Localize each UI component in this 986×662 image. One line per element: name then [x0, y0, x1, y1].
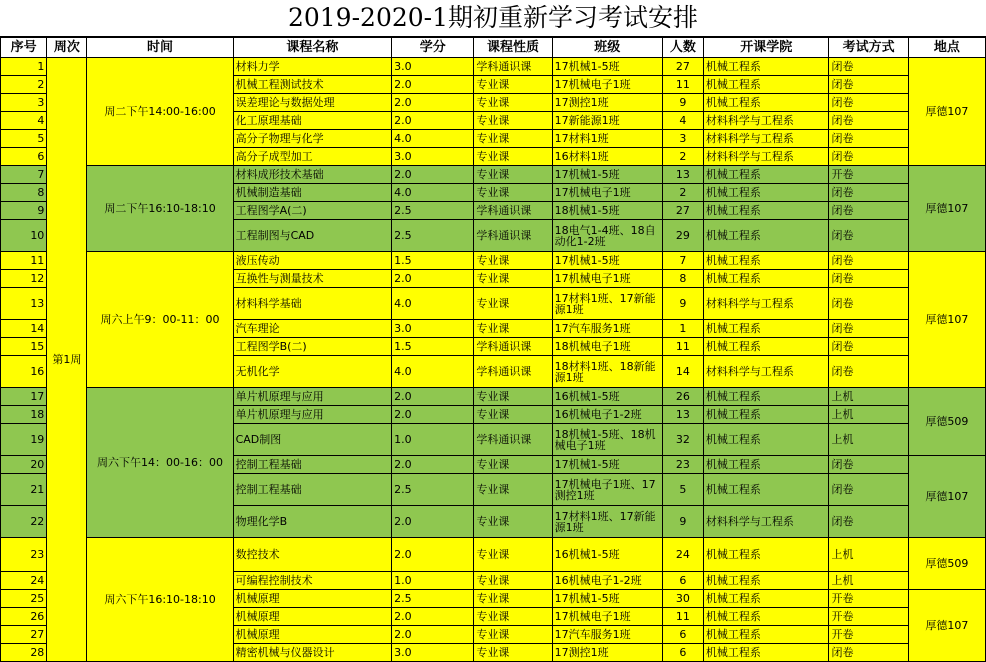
class-name: 17汽车服务1班 — [552, 626, 662, 644]
exam-method: 闭卷 — [829, 252, 908, 270]
credit: 2.0 — [392, 270, 474, 288]
class-name: 16材料1班 — [552, 148, 662, 166]
class-name: 17机械电子1班 — [552, 184, 662, 202]
exam-method: 闭卷 — [829, 356, 908, 388]
credit: 2.5 — [392, 220, 474, 252]
exam-method: 闭卷 — [829, 288, 908, 320]
row-no: 21 — [1, 474, 47, 506]
exam-method: 闭卷 — [829, 184, 908, 202]
row-no: 5 — [1, 130, 47, 148]
student-count: 11 — [662, 338, 703, 356]
credit: 4.0 — [392, 184, 474, 202]
exam-method: 上机 — [829, 538, 908, 572]
credit: 2.0 — [392, 388, 474, 406]
exam-method: 上机 — [829, 406, 908, 424]
college: 机械工程系 — [703, 626, 829, 644]
credit: 2.0 — [392, 608, 474, 626]
course-nature: 专业课 — [474, 626, 552, 644]
row-no: 4 — [1, 112, 47, 130]
header-course: 课程名称 — [233, 38, 392, 58]
course-name: 高分子物理与化学 — [233, 130, 392, 148]
student-count: 11 — [662, 608, 703, 626]
college: 材料科学与工程系 — [703, 130, 829, 148]
header-row — [1, 38, 986, 58]
credit: 3.0 — [392, 148, 474, 166]
college: 材料科学与工程系 — [703, 356, 829, 388]
exam-method: 闭卷 — [829, 58, 908, 76]
time-cell: 周六上午9：00-11：00 — [87, 252, 233, 388]
credit: 2.0 — [392, 94, 474, 112]
credit: 4.0 — [392, 356, 474, 388]
course-name: 物理化学B — [233, 506, 392, 538]
college: 机械工程系 — [703, 320, 829, 338]
table-row — [1, 388, 986, 406]
course-nature: 专业课 — [474, 644, 552, 662]
course-name: 化工原理基础 — [233, 112, 392, 130]
row-no: 7 — [1, 166, 47, 184]
place-cell: 厚德107 — [908, 58, 985, 166]
credit: 3.0 — [392, 320, 474, 338]
credit: 3.0 — [392, 644, 474, 662]
college: 机械工程系 — [703, 572, 829, 590]
exam-method: 上机 — [829, 572, 908, 590]
credit: 2.0 — [392, 166, 474, 184]
college: 机械工程系 — [703, 590, 829, 608]
class-name: 17测控1班 — [552, 644, 662, 662]
student-count: 13 — [662, 166, 703, 184]
credit: 2.0 — [392, 506, 474, 538]
course-nature: 专业课 — [474, 456, 552, 474]
class-name: 17机械1-5班 — [552, 166, 662, 184]
course-nature: 学科通识课 — [474, 424, 552, 456]
college: 材料科学与工程系 — [703, 506, 829, 538]
header-no: 序号 — [1, 38, 47, 58]
place-cell: 厚德509 — [908, 388, 985, 456]
exam-method: 开卷 — [829, 166, 908, 184]
course-nature: 专业课 — [474, 184, 552, 202]
course-nature: 专业课 — [474, 590, 552, 608]
row-no: 14 — [1, 320, 47, 338]
course-name: 互换性与测量技术 — [233, 270, 392, 288]
course-nature: 学科通识课 — [474, 202, 552, 220]
course-nature: 专业课 — [474, 94, 552, 112]
exam-method: 闭卷 — [829, 220, 908, 252]
class-name: 17机械1-5班 — [552, 456, 662, 474]
student-count: 13 — [662, 406, 703, 424]
student-count: 2 — [662, 184, 703, 202]
schedule-table — [0, 37, 986, 662]
class-name: 18机械电子1班 — [552, 338, 662, 356]
course-name: 误差理论与数据处理 — [233, 94, 392, 112]
row-no: 9 — [1, 202, 47, 220]
student-count: 1 — [662, 320, 703, 338]
place-cell: 厚德107 — [908, 166, 985, 252]
student-count: 32 — [662, 424, 703, 456]
college: 材料科学与工程系 — [703, 148, 829, 166]
course-name: 液压传动 — [233, 252, 392, 270]
course-nature: 专业课 — [474, 252, 552, 270]
course-name: 机械原理 — [233, 590, 392, 608]
exam-method: 闭卷 — [829, 506, 908, 538]
course-nature: 专业课 — [474, 270, 552, 288]
table-row — [1, 252, 986, 270]
place-cell: 厚德509 — [908, 538, 985, 590]
class-name: 17机械电子1班 — [552, 608, 662, 626]
class-name: 17机械电子1班、17测控1班 — [552, 474, 662, 506]
row-no: 16 — [1, 356, 47, 388]
credit: 4.0 — [392, 130, 474, 148]
course-name: 精密机械与仪器设计 — [233, 644, 392, 662]
course-nature: 专业课 — [474, 288, 552, 320]
college: 材料科学与工程系 — [703, 288, 829, 320]
student-count: 6 — [662, 572, 703, 590]
class-name: 16机械电子1-2班 — [552, 572, 662, 590]
class-name: 18电气1-4班、18自动化1-2班 — [552, 220, 662, 252]
class-name: 17材料1班、17新能源1班 — [552, 288, 662, 320]
course-nature: 专业课 — [474, 474, 552, 506]
exam-method: 闭卷 — [829, 202, 908, 220]
header-place: 地点 — [908, 38, 985, 58]
credit: 2.0 — [392, 626, 474, 644]
header-count: 人数 — [662, 38, 703, 58]
class-name: 17材料1班 — [552, 130, 662, 148]
row-no: 19 — [1, 424, 47, 456]
time-cell: 周二下午16:10-18:10 — [87, 166, 233, 252]
course-name: 可编程控制技术 — [233, 572, 392, 590]
class-name: 17机械1-5班 — [552, 590, 662, 608]
course-nature: 专业课 — [474, 388, 552, 406]
credit: 1.0 — [392, 572, 474, 590]
student-count: 9 — [662, 94, 703, 112]
row-no: 28 — [1, 644, 47, 662]
course-name: 机械制造基础 — [233, 184, 392, 202]
credit: 1.0 — [392, 424, 474, 456]
row-no: 8 — [1, 184, 47, 202]
student-count: 27 — [662, 58, 703, 76]
student-count: 11 — [662, 76, 703, 94]
row-no: 13 — [1, 288, 47, 320]
course-nature: 专业课 — [474, 320, 552, 338]
college: 机械工程系 — [703, 166, 829, 184]
credit: 2.5 — [392, 590, 474, 608]
college: 材料科学与工程系 — [703, 112, 829, 130]
course-name: 单片机原理与应用 — [233, 388, 392, 406]
course-nature: 专业课 — [474, 130, 552, 148]
college: 机械工程系 — [703, 424, 829, 456]
header-credit: 学分 — [392, 38, 474, 58]
college: 机械工程系 — [703, 270, 829, 288]
course-name: 数控技术 — [233, 538, 392, 572]
student-count: 9 — [662, 288, 703, 320]
exam-method: 闭卷 — [829, 112, 908, 130]
exam-method: 闭卷 — [829, 94, 908, 112]
class-name: 16机械1-5班 — [552, 538, 662, 572]
class-name: 17机械1-5班 — [552, 252, 662, 270]
college: 机械工程系 — [703, 252, 829, 270]
student-count: 29 — [662, 220, 703, 252]
class-name: 17机械1-5班 — [552, 58, 662, 76]
exam-method: 开卷 — [829, 626, 908, 644]
student-count: 24 — [662, 538, 703, 572]
header-college: 开课学院 — [703, 38, 829, 58]
exam-method: 闭卷 — [829, 130, 908, 148]
class-name: 17新能源1班 — [552, 112, 662, 130]
class-name: 17机械电子1班 — [552, 270, 662, 288]
course-name: 机械工程测试技术 — [233, 76, 392, 94]
sheet-title: 2019-2020-1期初重新学习考试安排 — [0, 0, 986, 37]
college: 机械工程系 — [703, 538, 829, 572]
student-count: 8 — [662, 270, 703, 288]
college: 机械工程系 — [703, 406, 829, 424]
class-name: 17汽车服务1班 — [552, 320, 662, 338]
row-no: 18 — [1, 406, 47, 424]
row-no: 3 — [1, 94, 47, 112]
course-nature: 专业课 — [474, 406, 552, 424]
student-count: 6 — [662, 626, 703, 644]
course-name: 汽车理论 — [233, 320, 392, 338]
course-nature: 专业课 — [474, 112, 552, 130]
header-class: 班级 — [552, 38, 662, 58]
place-cell: 厚德107 — [908, 456, 985, 538]
course-name: 单片机原理与应用 — [233, 406, 392, 424]
row-no: 20 — [1, 456, 47, 474]
credit: 1.5 — [392, 252, 474, 270]
header-nature: 课程性质 — [474, 38, 552, 58]
row-no: 1 — [1, 58, 47, 76]
row-no: 15 — [1, 338, 47, 356]
credit: 2.0 — [392, 538, 474, 572]
course-name: 工程图学A(二) — [233, 202, 392, 220]
college: 机械工程系 — [703, 388, 829, 406]
course-nature: 专业课 — [474, 148, 552, 166]
place-cell: 厚德107 — [908, 252, 985, 388]
class-name: 18材料1班、18新能源1班 — [552, 356, 662, 388]
course-nature: 学科通识课 — [474, 338, 552, 356]
credit: 2.0 — [392, 406, 474, 424]
course-name: 工程图学B(二) — [233, 338, 392, 356]
exam-method: 上机 — [829, 388, 908, 406]
row-no: 27 — [1, 626, 47, 644]
college: 机械工程系 — [703, 184, 829, 202]
row-no: 26 — [1, 608, 47, 626]
college: 机械工程系 — [703, 608, 829, 626]
header-exam: 考试方式 — [829, 38, 908, 58]
college: 机械工程系 — [703, 58, 829, 76]
class-name: 16机械1-5班 — [552, 388, 662, 406]
credit: 1.5 — [392, 338, 474, 356]
schedule-body — [1, 58, 986, 662]
college: 机械工程系 — [703, 456, 829, 474]
college: 机械工程系 — [703, 94, 829, 112]
credit: 2.0 — [392, 76, 474, 94]
row-no: 22 — [1, 506, 47, 538]
exam-method: 开卷 — [829, 608, 908, 626]
exam-method: 闭卷 — [829, 270, 908, 288]
college: 机械工程系 — [703, 220, 829, 252]
course-nature: 学科通识课 — [474, 58, 552, 76]
credit: 4.0 — [392, 288, 474, 320]
exam-method: 闭卷 — [829, 148, 908, 166]
row-no: 10 — [1, 220, 47, 252]
college: 机械工程系 — [703, 202, 829, 220]
class-name: 17材料1班、17新能源1班 — [552, 506, 662, 538]
student-count: 27 — [662, 202, 703, 220]
course-name: 机械原理 — [233, 608, 392, 626]
credit: 2.0 — [392, 456, 474, 474]
row-no: 25 — [1, 590, 47, 608]
row-no: 23 — [1, 538, 47, 572]
course-nature: 专业课 — [474, 572, 552, 590]
class-name: 17测控1班 — [552, 94, 662, 112]
course-nature: 专业课 — [474, 506, 552, 538]
row-no: 6 — [1, 148, 47, 166]
course-name: 无机化学 — [233, 356, 392, 388]
table-row — [1, 538, 986, 572]
student-count: 7 — [662, 252, 703, 270]
row-no: 11 — [1, 252, 47, 270]
class-name: 18机械1-5班、18机械电子1班 — [552, 424, 662, 456]
course-name: 控制工程基础 — [233, 456, 392, 474]
course-name: 材料成形技术基础 — [233, 166, 392, 184]
student-count: 30 — [662, 590, 703, 608]
exam-method: 开卷 — [829, 590, 908, 608]
row-no: 17 — [1, 388, 47, 406]
header-week: 周次 — [47, 38, 87, 58]
class-name: 18机械1-5班 — [552, 202, 662, 220]
student-count: 26 — [662, 388, 703, 406]
student-count: 14 — [662, 356, 703, 388]
college: 机械工程系 — [703, 338, 829, 356]
class-name: 17机械电子1班 — [552, 76, 662, 94]
time-cell: 周二下午14:00-16:00 — [87, 58, 233, 166]
course-name: 控制工程基础 — [233, 474, 392, 506]
college: 机械工程系 — [703, 474, 829, 506]
student-count: 4 — [662, 112, 703, 130]
course-name: 材料科学基础 — [233, 288, 392, 320]
place-cell: 厚德107 — [908, 590, 985, 662]
class-name: 16机械电子1-2班 — [552, 406, 662, 424]
credit: 2.0 — [392, 112, 474, 130]
student-count: 9 — [662, 506, 703, 538]
table-row — [1, 166, 986, 184]
course-name: 机械原理 — [233, 626, 392, 644]
credit: 2.5 — [392, 474, 474, 506]
week-cell: 第1周 — [47, 58, 87, 662]
course-nature: 学科通识课 — [474, 220, 552, 252]
student-count: 2 — [662, 148, 703, 166]
course-nature: 学科通识课 — [474, 356, 552, 388]
time-cell: 周六下午14：00-16：00 — [87, 388, 233, 538]
student-count: 5 — [662, 474, 703, 506]
exam-method: 闭卷 — [829, 456, 908, 474]
header-time: 时间 — [87, 38, 233, 58]
course-name: CAD制图 — [233, 424, 392, 456]
row-no: 12 — [1, 270, 47, 288]
course-name: 工程制图与CAD — [233, 220, 392, 252]
student-count: 6 — [662, 644, 703, 662]
course-nature: 专业课 — [474, 608, 552, 626]
row-no: 24 — [1, 572, 47, 590]
college: 机械工程系 — [703, 644, 829, 662]
exam-method: 闭卷 — [829, 76, 908, 94]
credit: 3.0 — [392, 58, 474, 76]
exam-method: 闭卷 — [829, 338, 908, 356]
student-count: 3 — [662, 130, 703, 148]
exam-method: 闭卷 — [829, 474, 908, 506]
course-nature: 专业课 — [474, 166, 552, 184]
credit: 2.5 — [392, 202, 474, 220]
student-count: 23 — [662, 456, 703, 474]
time-cell: 周六下午16:10-18:10 — [87, 538, 233, 662]
college: 机械工程系 — [703, 76, 829, 94]
course-nature: 专业课 — [474, 538, 552, 572]
course-name: 材料力学 — [233, 58, 392, 76]
exam-method: 闭卷 — [829, 320, 908, 338]
exam-method: 上机 — [829, 424, 908, 456]
course-nature: 专业课 — [474, 76, 552, 94]
course-name: 高分子成型加工 — [233, 148, 392, 166]
table-row — [1, 58, 986, 76]
exam-method: 闭卷 — [829, 644, 908, 662]
row-no: 2 — [1, 76, 47, 94]
